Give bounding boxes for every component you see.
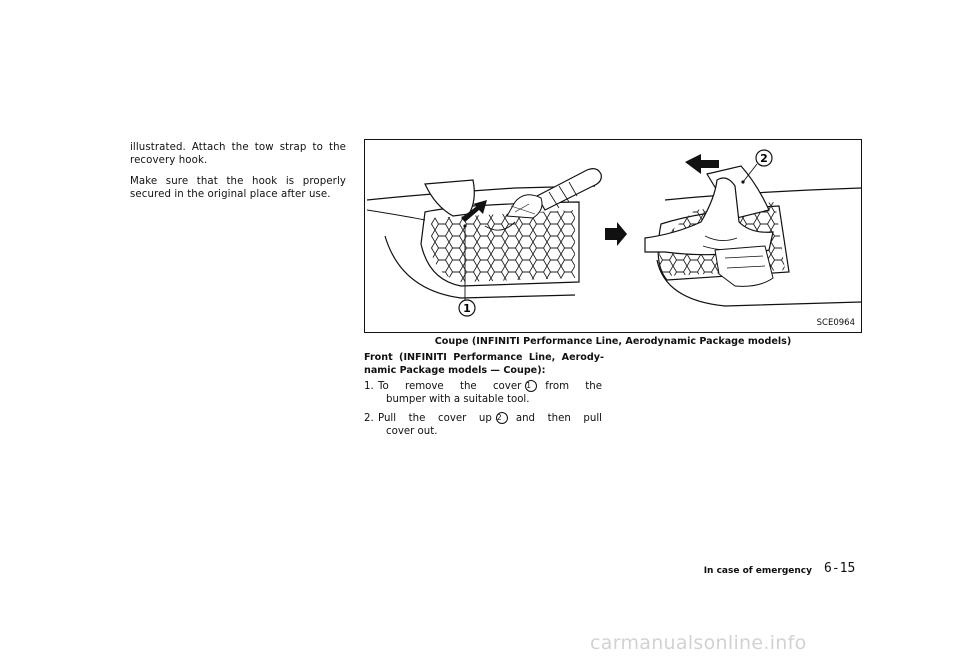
right-bumper	[645, 150, 861, 306]
screwdriver-icon	[507, 169, 601, 218]
step-1-text-a: To remove the cover	[378, 381, 522, 392]
step-2-text-b: and then pull	[515, 413, 602, 424]
step-1-number: 1.	[364, 381, 374, 392]
intro-line-1: illustrated. Attach the tow strap to the	[130, 142, 346, 153]
step-1-line-1	[378, 380, 602, 393]
watermark-text: carmanualsonline.info	[590, 632, 807, 654]
section-heading	[364, 352, 604, 377]
intro-paragraph	[130, 141, 346, 167]
footer-section-title: In case of emergency	[703, 566, 812, 576]
hook-line-2: secured in the original place after use.	[130, 189, 331, 200]
intro-line-2: recovery hook.	[130, 155, 208, 166]
illustration-drawing	[365, 140, 861, 332]
step-2-line-2: cover out.	[386, 426, 438, 437]
step-1	[364, 380, 602, 406]
next-step-arrow-icon	[605, 222, 627, 246]
step-2	[364, 412, 602, 438]
section-heading-line-2: namic Package models — Coupe):	[364, 364, 546, 376]
step-1-callout-ref: 1	[525, 380, 537, 392]
step-2-line-1	[378, 412, 602, 425]
hook-paragraph	[130, 175, 346, 201]
hook-line-1: Make sure that the hook is properly	[130, 176, 346, 187]
callout-2-label: 2	[760, 152, 768, 165]
figure-code: SCE0964	[816, 318, 855, 328]
figure-caption: Coupe (INFINITI Performance Line, Aerodynamic Package models)	[434, 336, 792, 347]
bumper-cover-illustration	[364, 139, 862, 333]
section-heading-line-1: Front (INFINITI Performance Line, Aerody-	[364, 352, 604, 363]
step-1-text-b: from the	[545, 381, 602, 392]
page-number: 6-15	[824, 561, 856, 576]
step-1-line-2: bumper with a suitable tool.	[386, 394, 530, 405]
step-2-text-a: Pull the cover up	[378, 413, 492, 424]
left-bumper	[367, 169, 601, 316]
callout-1-label: 1	[463, 302, 471, 315]
step-2-callout-ref: 2	[496, 412, 508, 424]
step-2-number: 2.	[364, 413, 374, 424]
